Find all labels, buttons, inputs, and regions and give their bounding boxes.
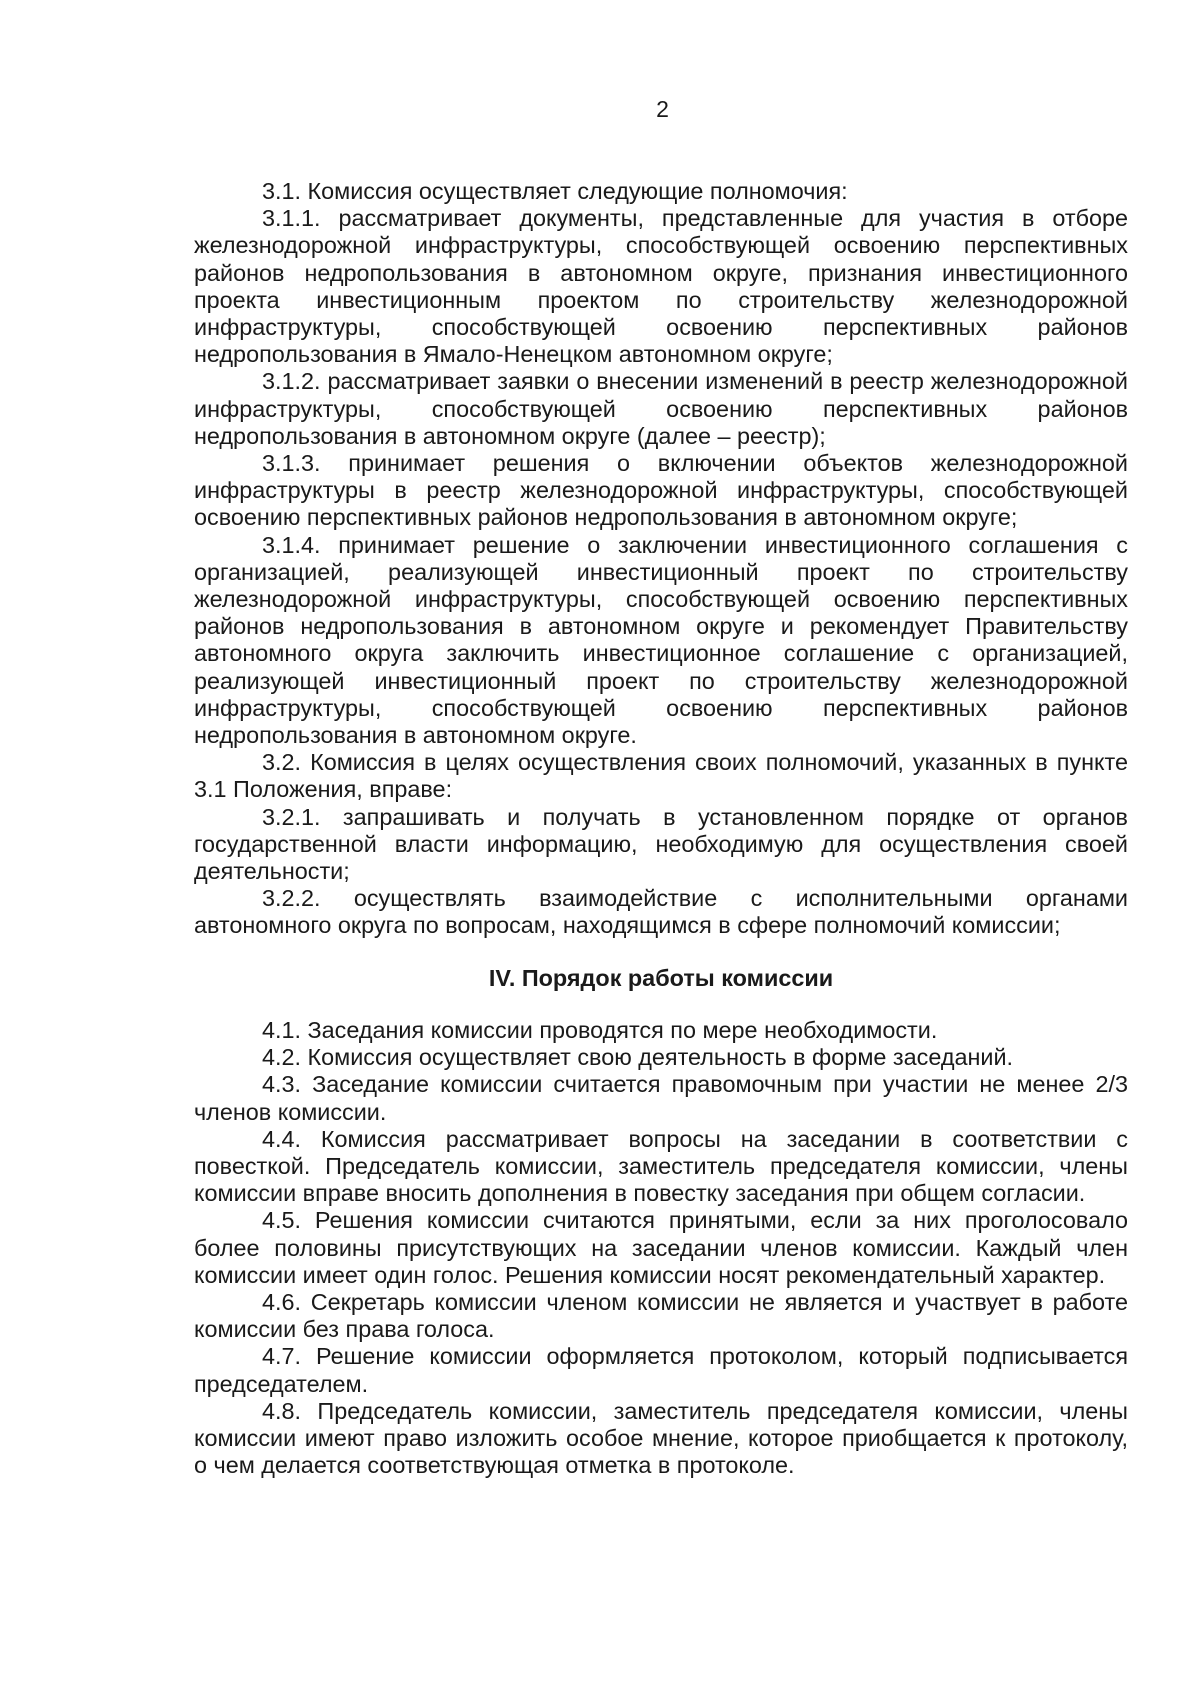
page-number: 2 xyxy=(656,96,669,122)
paragraph-3-1: 3.1. Комиссия осуществляет следующие полномочия: xyxy=(262,178,848,204)
paragraph-4-7: 4.7. Решение комиссии оформляется протоколом, который подписывается председателем. xyxy=(194,1343,1128,1397)
paragraph-4-3: 4.3. Заседание комиссии считается правомочным при участии не менее 2/3 членов комиссии. xyxy=(194,1071,1128,1125)
paragraph-4-5: 4.5. Решения комиссии считаются принятыми, если за них проголосовало более половины присутствующих на заседании членов комиссии. Каждый член комиссии имеет один голос. Решения комиссии носят рекомендательный характер. xyxy=(194,1207,1128,1288)
paragraph-3-2: 3.2. Комиссия в целях осуществления своих полномочий, указанных в пункте 3.1 Положения, вправе: xyxy=(194,749,1128,803)
paragraph-3-1-3: 3.1.3. принимает решения о включении объектов железнодорожной инфраструктуры в реестр железнодорожной инфраструктуры, способствующей освоению перспективных районов недропользования в автономном округе; xyxy=(194,450,1128,531)
paragraph-4-2: 4.2. Комиссия осуществляет свою деятельность в форме заседаний. xyxy=(262,1044,1014,1071)
paragraph-3-1-1: 3.1.1. рассматривает документы, представленные для участия в отборе железнодорожной инфраструктуры, способствующей освоению перспективных районов недропользования в автономном округе, признания инвестиционного проекта инвестиционным проектом по строительству железнодорожной инфраструктуры, способствующей освоению перспективных районов недропользования в Ямало-Ненецком автономном округе; xyxy=(194,205,1128,368)
document-body xyxy=(194,178,1128,1479)
paragraph-4-8: 4.8. Председатель комиссии, заместитель председателя комиссии, члены комиссии имеют право изложить особое мнение, которое приобщается к протоколу, о чем делается соответствующая отметка в протоколе. xyxy=(194,1397,1128,1479)
paragraph-4-4: 4.4. Комиссия рассматривает вопросы на заседании в соответствии с повесткой. Председатель комиссии, заместитель председателя комиссии, члены комиссии вправе вносить дополнения в повестку заседания при общем согласии. xyxy=(194,1125,1128,1207)
paragraph-3-2-2: 3.2.2. осуществлять взаимодействие с исполнительными органами автономного округа по вопросам, находящимся в сфере полномочий комиссии; xyxy=(194,885,1128,939)
paragraph-3-2-1: 3.2.1. запрашивать и получать в установленном порядке от органов государственной власти информацию, необходимую для осуществления своей деятельности; xyxy=(194,803,1128,885)
paragraph-3-1-2: 3.1.2. рассматривает заявки о внесении изменений в реестр железнодорожной инфраструктуры, способствующей освоению перспективных районов недропользования в автономном округе (далее – реестр); xyxy=(194,368,1128,449)
paragraph-4-1: 4.1. Заседания комиссии проводятся по мере необходимости. xyxy=(262,1016,938,1043)
section-heading-iv: IV. Порядок работы комиссии xyxy=(488,964,834,991)
paragraph-4-6: 4.6. Секретарь комиссии членом комиссии не является и участвует в работе комиссии без права голоса. xyxy=(194,1288,1128,1343)
paragraph-3-1-4: 3.1.4. принимает решение о заключении инвестиционного соглашения с организацией, реализующей инвестиционный проект по строительству железнодорожной инфраструктуры, способствующей освоению перспективных районов недропользования в автономном округе и рекомендует Правительству автономного округа заключить инвестиционное соглашение с организацией, реализующей инвестиционный проект по строительству железнодорожной инфраструктуры, способствующей освоению перспективных районов недропользования в автономном округе. xyxy=(194,531,1128,749)
